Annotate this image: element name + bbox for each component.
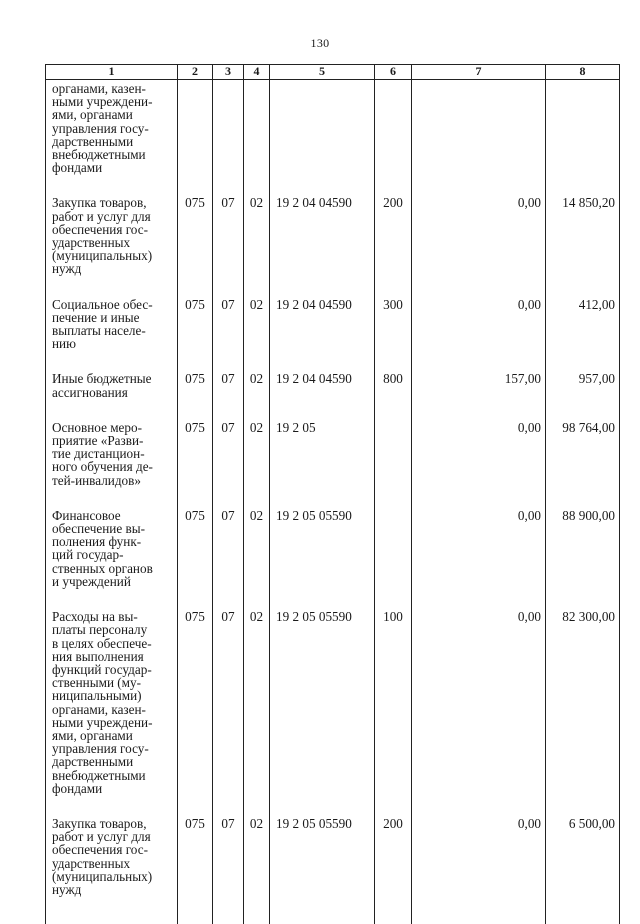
expense-type-code: 200 <box>375 192 412 293</box>
expense-type-code <box>375 505 412 606</box>
table-body <box>46 80 620 924</box>
header-col-1: 1 <box>46 65 178 80</box>
amount-col-8: 98 764,00 <box>546 417 620 505</box>
row-name: Социальное обес- печение и иные выплаты населе- нию <box>46 294 178 369</box>
table-row <box>46 294 620 369</box>
target-article-code: 19 2 05 05590 <box>270 813 375 924</box>
amount-col-7: 0,00 <box>412 417 546 505</box>
header-col-8: 8 <box>546 65 620 80</box>
table-row <box>46 505 620 606</box>
expense-type-code: 800 <box>375 368 412 416</box>
target-article-code: 19 2 05 05590 <box>270 505 375 606</box>
table-row <box>46 606 620 813</box>
amount-col-8: 412,00 <box>546 294 620 369</box>
ministry-code: 075 <box>178 368 213 416</box>
table-row <box>46 417 620 505</box>
ministry-code <box>178 80 213 193</box>
amount-col-8: 957,00 <box>546 368 620 416</box>
header-col-6: 6 <box>375 65 412 80</box>
expense-type-code <box>375 80 412 193</box>
section-code: 07 <box>213 606 244 813</box>
ministry-code: 075 <box>178 192 213 293</box>
amount-col-7: 157,00 <box>412 368 546 416</box>
target-article-code: 19 2 05 <box>270 417 375 505</box>
section-code <box>213 80 244 193</box>
table-row <box>46 368 620 416</box>
subsection-code: 02 <box>244 368 270 416</box>
expense-type-code: 300 <box>375 294 412 369</box>
header-row <box>46 65 620 80</box>
subsection-code: 02 <box>244 417 270 505</box>
amount-col-7: 0,00 <box>412 505 546 606</box>
expense-type-code: 100 <box>375 606 412 813</box>
expense-type-code <box>375 417 412 505</box>
row-name: Закупка товаров, работ и услуг для обеспечения гос- ударственных (муниципальных) нужд <box>46 813 178 924</box>
target-article-code <box>270 80 375 193</box>
amount-col-7: 0,00 <box>412 606 546 813</box>
subsection-code: 02 <box>244 192 270 293</box>
target-article-code: 19 2 04 04590 <box>270 192 375 293</box>
row-name: Финансовое обеспечение вы- полнения функ- ций государ- ственных органов и учреждений <box>46 505 178 606</box>
ministry-code: 075 <box>178 417 213 505</box>
header-col-5: 5 <box>270 65 375 80</box>
table-row <box>46 80 620 193</box>
budget-table <box>45 64 620 924</box>
target-article-code: 19 2 05 05590 <box>270 606 375 813</box>
amount-col-8: 14 850,20 <box>546 192 620 293</box>
amount-col-8: 82 300,00 <box>546 606 620 813</box>
row-name: Расходы на вы- платы персоналу в целях обеспече- ния выполнения функций государ- ственными (му- ниципальными) органами, казен- ными учреждени- ями, органами управления госу- дарственными внебюджетными фондами <box>46 606 178 813</box>
header-col-3: 3 <box>213 65 244 80</box>
table-row <box>46 192 620 293</box>
subsection-code: 02 <box>244 505 270 606</box>
row-name: Основное меро- приятие «Разви- тие дистанцион- ного обучения де- тей-инвалидов» <box>46 417 178 505</box>
subsection-code: 02 <box>244 606 270 813</box>
amount-col-7: 0,00 <box>412 813 546 924</box>
section-code: 07 <box>213 368 244 416</box>
subsection-code <box>244 80 270 193</box>
section-code: 07 <box>213 192 244 293</box>
amount-col-8: 6 500,00 <box>546 813 620 924</box>
amount-col-8: 88 900,00 <box>546 505 620 606</box>
section-code: 07 <box>213 813 244 924</box>
ministry-code: 075 <box>178 505 213 606</box>
ministry-code: 075 <box>178 294 213 369</box>
page-number: 130 <box>0 36 640 51</box>
expense-type-code: 200 <box>375 813 412 924</box>
subsection-code: 02 <box>244 294 270 369</box>
subsection-code: 02 <box>244 813 270 924</box>
ministry-code: 075 <box>178 606 213 813</box>
header-col-7: 7 <box>412 65 546 80</box>
amount-col-8 <box>546 80 620 193</box>
row-name: Иные бюджетные ассигнования <box>46 368 178 416</box>
target-article-code: 19 2 04 04590 <box>270 368 375 416</box>
section-code: 07 <box>213 294 244 369</box>
target-article-code: 19 2 04 04590 <box>270 294 375 369</box>
table-header <box>46 65 620 80</box>
header-col-4: 4 <box>244 65 270 80</box>
header-col-2: 2 <box>178 65 213 80</box>
section-code: 07 <box>213 417 244 505</box>
amount-col-7: 0,00 <box>412 192 546 293</box>
table-row <box>46 813 620 924</box>
row-name: Закупка товаров, работ и услуг для обеспечения гос- ударственных (муниципальных) нужд <box>46 192 178 293</box>
section-code: 07 <box>213 505 244 606</box>
amount-col-7 <box>412 80 546 193</box>
row-name: органами, казен- ными учреждени- ями, органами управления госу- дарственными внебюджетными фондами <box>46 80 178 193</box>
amount-col-7: 0,00 <box>412 294 546 369</box>
ministry-code: 075 <box>178 813 213 924</box>
